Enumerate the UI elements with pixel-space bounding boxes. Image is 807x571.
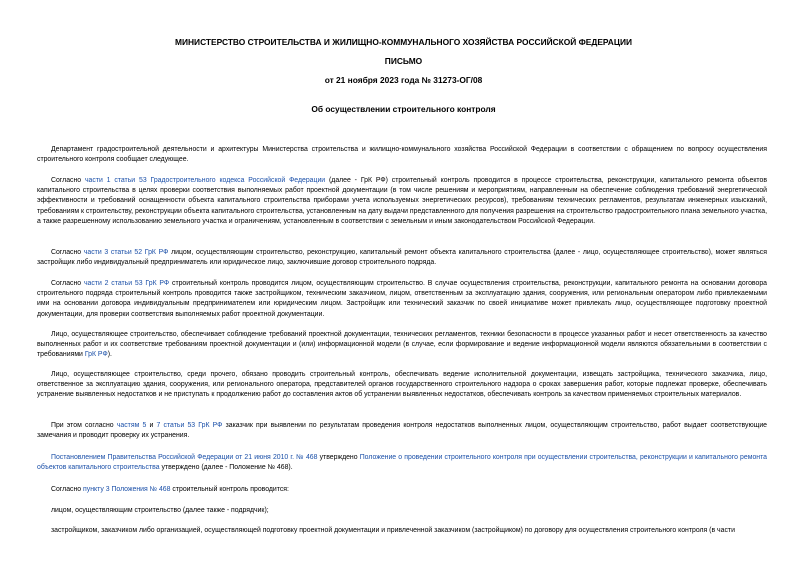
paragraph-control-list-intro <box>51 485 289 495</box>
list-item-contractor: лицом, осуществляющим строительство (далее также - подрядчик); <box>51 507 269 514</box>
paragraph-intro <box>37 145 767 165</box>
law-link[interactable]: части 3 статьи 52 ГрК РФ <box>83 249 169 256</box>
paragraph-text: Департамент градостроительной деятельности и архитектуры Министерства строительства и жилищно-коммунального хозяйства Российской Федерации в соответствии с обращением по вопросу осуществления строительного контроля сообщает следующее. <box>37 146 767 164</box>
paragraph-control-performers <box>37 279 767 320</box>
paragraph-regulation-468 <box>37 453 767 473</box>
document-type: ПИСЬМО <box>384 56 423 66</box>
paragraph-text: Согласно <box>51 280 84 287</box>
paragraph-text: При этом согласно <box>51 422 117 429</box>
paragraph-control-purpose <box>37 176 767 227</box>
law-link[interactable]: части 2 статьи 53 ГрК РФ <box>83 280 170 287</box>
paragraph-text: застройщиком, заказчиком либо организацией, осуществляющей подготовку проектной документации и привлеченной заказчиком (застройщиком) по договору для осуществления строительного контроля (в части <box>51 527 735 534</box>
paragraph-builder-responsibility <box>37 330 767 361</box>
list-item-developer <box>37 526 767 536</box>
paragraph-builder-duties <box>37 370 767 401</box>
paragraph-customer-remarks <box>37 421 767 441</box>
paragraph-text: утверждено (далее - Положение № 468). <box>159 464 293 472</box>
law-link[interactable]: ГрК РФ <box>84 351 108 359</box>
law-link[interactable]: 7 статьи 53 ГрК РФ <box>156 422 223 429</box>
paragraph-text: и <box>146 422 157 429</box>
paragraph-text: Лицо, осуществляющее строительство, среди прочего, обязано проводить строительный контроль, обеспечивать ведение исполнительной документации, извещать застройщика, технического заказчика, лицо, ответственное за эксплуатацию здания, сооружения, или регионального оператора, представителей органов государственного строительного надзора о сроках завершения работ, которые подлежат проверке, обеспечивать устранение выявленных недостатков и не приступать к продолжению работ до составления актов об устранении выявленных недостатков, обеспечивать контроль за качеством применяемых строительных материалов. <box>37 371 767 399</box>
paragraph-text: Лицо, осуществляющее строительство, обеспечивает соблюдение требований проектной документации, технических регламентов, техники безопасности в процессе указанных работ и несет ответственность за качество выполненных работ и их соответствие требованиям проектной документации и (или) информационной модели (в случае, если формирование и ведение информационной модели являются обязательными в соответствии с требованиями <box>37 331 767 359</box>
document-date-number: от 21 ноября 2023 года № 31273-ОГ/08 <box>324 75 483 85</box>
paragraph-text: строительный контроль проводится лицом, осуществляющим строительство. В случае осуществления строительства, реконструкции, капитального ремонта на основании договора строительного подряда строительный контроль проводится также застройщиком, техническим заказчиком, лицом, ответственным за эксплуатацию здания, сооружения, или региональным оператором либо привлекаемыми ими на основании договора индивидуальным предпринимателем или юридическим лицом. Застройщик или технический заказчик по своей инициативе может привлекать лицо, осуществляющее подготовку проектной документации, для проверки соответствия выполняемых работ проектной документации. <box>37 280 767 318</box>
paragraph-text: (далее - ГрК РФ) строительный контроль проводится в процессе строительства, реконструкции, капитального ремонта объектов капитального строительства в целях проверки соответствия выполняемых работ проектной документации (в том числе решениям и мероприятиям, направленным на обеспечение соблюдения требований энергетической эффективности и требований оснащенности объекта капитального строительства приборами учета используемых энергетических ресурсов), требованиям технических регламентов, результатам инженерных изысканий, требованиям к строительству, реконструкции объекта капитального строительства, установленным на дату выдачи представленного для получения разрешения на строительство градостроительного плана земельного участка, а также разрешенному использованию земельного участка и ограничениям, установленным в соответствии с земельным и иным законодательством Российской Федерации. <box>37 177 768 225</box>
law-link[interactable]: части 1 статьи 53 Градостроительного кодекса Российской Федерации <box>84 177 326 184</box>
paragraph-text: ). <box>107 351 112 359</box>
document-subject: Об осуществлении строительного контроля <box>311 104 496 114</box>
paragraph-text: утверждено <box>317 454 360 461</box>
paragraph-text: Согласно <box>51 249 84 256</box>
paragraph-text: Согласно <box>51 486 84 493</box>
paragraph-builder-definition <box>37 248 767 268</box>
paragraph-text: заказчик при выявлении по результатам проведения контроля недостатков выполненных лицом, осуществляющим строительство, работ выдает соответствующие замечания и проводит проверку их устранения. <box>37 422 767 440</box>
law-link[interactable]: частям 5 <box>116 422 147 429</box>
paragraph-text: Согласно <box>51 177 85 184</box>
paragraph-text: строительный контроль проводится: <box>170 486 289 493</box>
paragraph-text: лицом, осуществляющим строительство, реконструкцию, капитальный ремонт объекта капитального строительства (далее - лицо, осуществляющее строительство), может являться застройщик либо индивидуальный предприниматель или юридическое лицо, заключившие договор строительного подряда. <box>37 249 767 267</box>
law-link[interactable]: Положение о проведении строительного контроля при осуществлении строительства, реконструкции и капитального ремонта объектов капитального строительства <box>37 454 768 472</box>
law-link[interactable]: пункту 3 Положения № 468 <box>83 486 171 493</box>
law-link[interactable]: Постановлением Правительства Российской Федерации от 21 июня 2010 г. № 468 <box>51 454 318 461</box>
ministry-heading: МИНИСТЕРСТВО СТРОИТЕЛЬСТВА И ЖИЛИЩНО-КОММУНАЛЬНОГО ХОЗЯЙСТВА РОССИЙСКОЙ ФЕДЕРАЦИИ <box>175 37 632 47</box>
